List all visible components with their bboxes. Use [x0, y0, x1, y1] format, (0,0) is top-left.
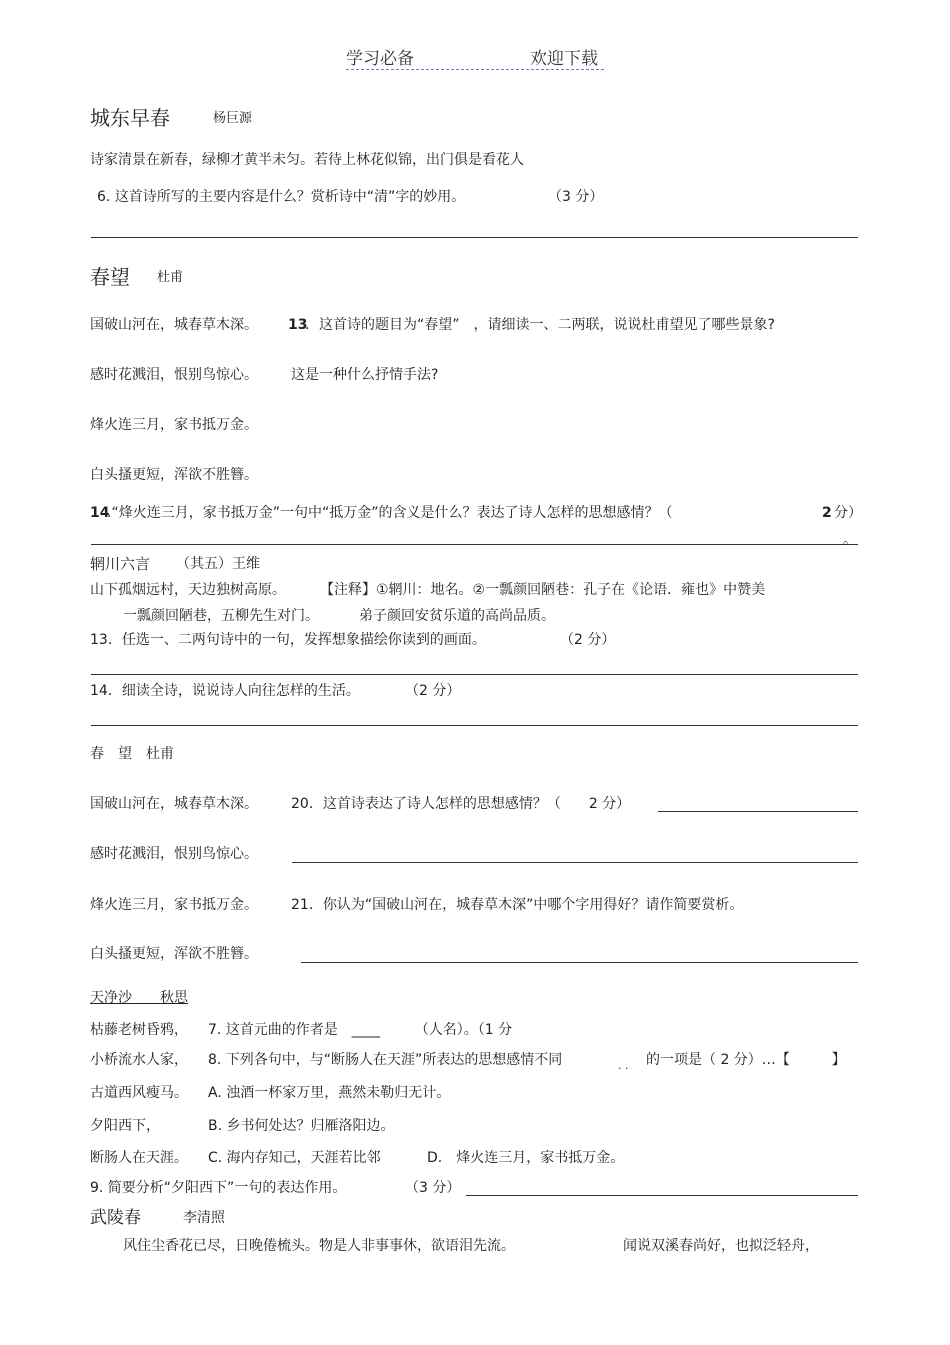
poem-title-1: 城东早春	[90, 106, 170, 130]
option-b: B. 乡书何处达？归雁洛阳边。	[208, 1118, 395, 1134]
answer-line	[91, 237, 858, 238]
question-14: 14．细读全诗，说说诗人向往怎样的生活。	[90, 683, 360, 699]
question-13: 13．任选一、二两句诗中的一句，发挥想象描绘你读到的画面。	[90, 632, 486, 648]
answer-line	[91, 544, 858, 545]
header-right: 欢迎下载	[530, 49, 598, 69]
question-20: 20．这首诗表达了诗人怎样的思想感情？（ 2 分）	[291, 796, 631, 812]
question-21: 21．你认为“国破山河在，城春草木深”中哪个字用得好？请作简要赏析。	[291, 897, 744, 913]
poem-line: 小桥流水人家，	[90, 1052, 188, 1068]
question-6: 6. 这首诗所写的主要内容是什么？赏析诗中“清”字的妙用。	[97, 189, 466, 205]
poem-line: 枯藤老树昏鸦，	[90, 1022, 188, 1038]
question-13-followup: 这是一种什么抒情手法?	[291, 367, 439, 383]
question-13: ．这首诗的题目为“春望” ，请细读一、二两联，说说杜甫望见了哪些景象?	[305, 317, 775, 333]
header-dashed-line	[346, 69, 604, 70]
poem-title-6: 武陵春	[90, 1208, 141, 1228]
option-d: D. 烽火连三月，家书抵万金。	[427, 1150, 625, 1166]
poem-line: 一瓢颜回陋巷，五柳先生对门。	[123, 608, 319, 624]
question-14-score-unit: 分）	[834, 505, 862, 521]
answer-line	[91, 674, 858, 675]
poem-title-5: 天净沙 秋思	[90, 990, 188, 1006]
poem-title-4: 春 望 杜甫	[90, 746, 174, 762]
poem-line: 烽火连三月，家书抵万金。	[90, 417, 258, 433]
question-14: .“烽火连三月，家书抵万金”一句中“抵万金”的含义是什么？表达了诗人怎样的思想感情？（	[107, 505, 673, 521]
question-14-end: 。	[843, 532, 857, 548]
answer-line	[658, 811, 858, 812]
question-13-score: （2 分）	[560, 632, 616, 648]
poem-title-3: 辋川六言	[90, 555, 151, 573]
option-a: A. 浊酒一杯家万里，燕然未勒归无计。	[208, 1085, 451, 1101]
poem-author-6: 李清照	[183, 1210, 225, 1226]
question-14-number: 14	[90, 505, 110, 521]
header-left: 学习必备	[346, 49, 414, 69]
poem-line: 感时花溅泪，恨别鸟惊心。	[90, 367, 258, 383]
poem-line: 闻说双溪春尚好，也拟泛轻舟，	[623, 1238, 819, 1254]
poem-author-2: 杜甫	[157, 270, 184, 285]
emphasis-dots: . .	[618, 1059, 629, 1072]
question-9: 9. 简要分析“夕阳西下”一句的表达作用。	[90, 1180, 347, 1196]
poem-text-1: 诗家清景在新春，绿柳才黄半未匀。若待上林花似锦，出门俱是看花人	[90, 152, 524, 168]
poem-line: 白头搔更短，浑欲不胜簪。	[90, 946, 258, 962]
poem-title-2: 春望	[90, 265, 130, 289]
answer-line	[292, 862, 858, 863]
poem-line: 白头搔更短，浑欲不胜簪。	[90, 467, 258, 483]
annotation-line-2: 弟子颜回安贫乐道的高尚品质。	[359, 608, 555, 624]
answer-line	[466, 1195, 858, 1196]
poem-line: 风住尘香花已尽，日晚倦梳头。物是人非事事休，欲语泪先流。	[123, 1238, 515, 1254]
poem-line: 夕阳西下，	[90, 1118, 160, 1134]
poem-line: 国破山河在，城春草木深。	[90, 317, 258, 333]
annotation-line-1: 【注释】①辋川：地名。②一瓢颜回陋巷：孔子在《论语．雍也》中赞美	[320, 582, 766, 598]
answer-line	[301, 962, 858, 963]
poem-subtitle-3: （其五）王维	[176, 556, 260, 572]
poem-line: 断肠人在天涯。	[90, 1150, 188, 1166]
question-9-score: （3 分）	[405, 1180, 461, 1196]
poem-line: 烽火连三月，家书抵万金。	[90, 897, 258, 913]
question-13-number: 13	[288, 317, 308, 333]
question-8-end: 的一项是（ 2 分）…【 】	[646, 1052, 846, 1068]
poem-line: 感时花溅泪，恨别鸟惊心。	[90, 846, 258, 862]
poem-author-1: 杨巨源	[213, 111, 253, 126]
question-7: 7. 这首元曲的作者是 ____ （人名）。（1 分	[208, 1022, 513, 1038]
question-8: 8. 下列各句中，与“断肠人在天涯”所表达的思想感情不同	[208, 1052, 563, 1068]
option-c: C. 海内存知己，天涯若比邻	[208, 1150, 381, 1166]
question-14-score-number: 2	[822, 505, 832, 521]
question-6-score: （3 分）	[548, 189, 604, 205]
poem-line: 古道西风瘦马。	[90, 1085, 188, 1101]
poem-line: 山下孤烟远村，天边独树高原。	[90, 582, 286, 598]
answer-line	[91, 725, 858, 726]
question-14-score: （2 分）	[405, 683, 461, 699]
poem-line: 国破山河在，城春草木深。	[90, 796, 258, 812]
